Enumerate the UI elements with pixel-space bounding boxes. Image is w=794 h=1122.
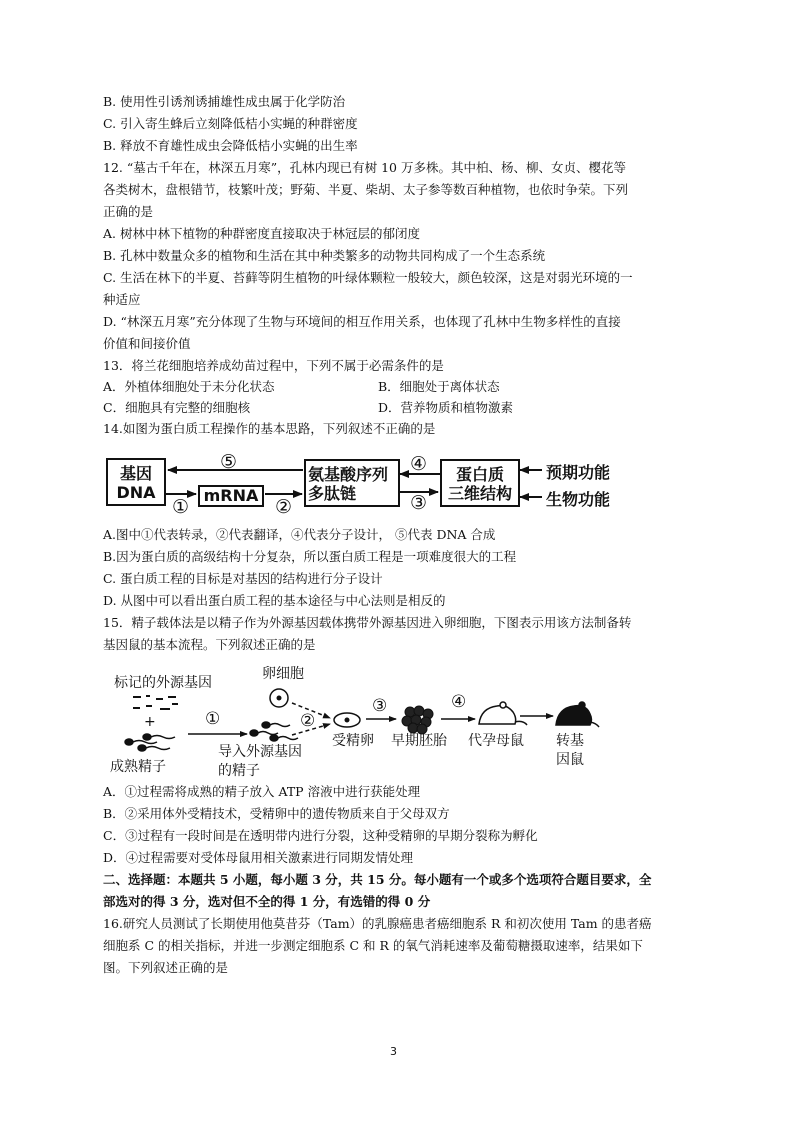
question-15-stem: 15．精子载体法是以精子作为外源基因载体携带外源基因进入卵细胞，下图表示用该方法制备转 xyxy=(103,615,632,630)
surrogate-mouse-icon xyxy=(479,702,527,725)
question-15-stem-2: 基因鼠的基本流程。下列叙述正确的是 xyxy=(103,637,316,652)
dna-label: DNA xyxy=(116,483,156,502)
3d-structure-label: 三维结构 xyxy=(447,484,512,503)
mature-sperm-icon xyxy=(125,734,175,751)
question-14-stem: 14.如图为蛋白质工程操作的基本思路，下列叙述不正确的是 xyxy=(103,421,436,436)
step-1-label: ① xyxy=(205,709,221,729)
option-b-q13: B．细胞处于离体状态 xyxy=(378,379,500,394)
polypeptide-label: 多肽链 xyxy=(308,484,357,503)
option-c-q12: C. 生活在林下的半夏、苔藓等阴生植物的叶绿体颗粒一般较大，颜色较深，这是对弱光环境的一 xyxy=(103,270,633,285)
step-1-marker: ① xyxy=(172,496,190,518)
step-3-label: ③ xyxy=(372,696,388,716)
sperm-with-gene-icon xyxy=(250,722,298,741)
option-b-q11: B. 使用性引诱剂诱捕雄性成虫属于化学防治 xyxy=(103,94,346,109)
option-b-q12: B. 孔林中数量众多的植物和生活在其中种类繁多的动物共同构成了一个生态系统 xyxy=(103,248,546,263)
surrogate-mouse-label: 代孕母鼠 xyxy=(468,733,524,749)
question-16-stem: 16.研究人员测试了长期使用他莫昔芬（Tam）的乳腺癌患者癌细胞系 R 和初次使用 Tam 的患者癌 xyxy=(103,916,652,931)
early-embryo-icon xyxy=(402,706,433,734)
option-a-q15: A．①过程需将成熟的精子放入 ATP 溶液中进行获能处理 xyxy=(103,784,421,799)
zygote-icon xyxy=(334,713,360,727)
transgenic-mouse-icon xyxy=(556,702,599,727)
question-13-stem: 13．将兰花细胞培养成幼苗过程中，下列不属于必需条件的是 xyxy=(103,358,444,373)
step-2-marker: ② xyxy=(275,496,293,518)
option-a-q12: A. 树林中林下植物的种群密度直接取决于林冠层的郁闭度 xyxy=(103,226,420,241)
sperm-with-gene-label-2: 的精子 xyxy=(218,763,260,779)
option-c-q14: C. 蛋白质工程的目标是对基因的结构进行分子设计 xyxy=(103,571,383,586)
plus-sign: + xyxy=(144,714,156,730)
option-a-q13: A．外植体细胞处于未分化状态 xyxy=(103,379,275,394)
question-16-stem-3: 图。下列叙述正确的是 xyxy=(103,960,229,975)
question-12-stem: 12. “墓古千年在，林深五月寒”，孔林内现已有树 10 万多株。其中柏、杨、柳、女贞、樱花等 xyxy=(103,160,626,175)
expected-function-label: 预期功能 xyxy=(546,463,611,482)
egg-cell-label: 卵细胞 xyxy=(262,666,304,682)
biological-function-label: 生物功能 xyxy=(546,490,611,509)
gene-fragments xyxy=(133,696,178,709)
step-5-marker: ⑤ xyxy=(220,451,238,473)
step-3-marker: ③ xyxy=(410,492,428,514)
option-d-q13: D．营养物质和植物激素 xyxy=(378,400,514,415)
mature-sperm-label: 成熟精子 xyxy=(110,759,166,775)
option-a-q14: A.图中①代表转录，②代表翻译，④代表分子设计， ⑤代表 DNA 合成 xyxy=(103,527,496,542)
marked-gene-label: 标记的外源基因 xyxy=(114,675,212,691)
protein-label: 蛋白质 xyxy=(455,465,504,484)
page-number: 3 xyxy=(390,1045,397,1058)
option-d-q12: D. “林深五月寒”充分体现了生物与环境间的相互作用关系，也体现了孔林中生物多样性的直接 xyxy=(103,314,621,329)
mrna-label: mRNA xyxy=(203,486,259,505)
section-2-heading-cont: 部选对的得 3 分，选对但不全的得 1 分，有选错的得 0 分 xyxy=(103,894,431,909)
option-c-q11: C. 引入寄生蜂后立刻降低桔小实蝇的种群密度 xyxy=(103,116,358,131)
egg-cell-icon xyxy=(270,689,288,707)
option-b-q15: B．②采用体外受精技术，受精卵中的遗传物质来自于父母双方 xyxy=(103,806,450,821)
option-d-q12-cont: 价值和间接价值 xyxy=(103,336,191,351)
question-12-stem-3: 正确的是 xyxy=(103,204,154,219)
transgenic-mouse-label-2: 因鼠 xyxy=(556,752,584,768)
question-16-stem-2: 细胞系 C 的相关指标，并进一步测定细胞系 C 和 R 的氧气消耗速率及葡萄糖摄取速率，结果如下 xyxy=(103,938,643,953)
step-4-label: ④ xyxy=(451,692,467,712)
option-c-q15: C．③过程有一段时间是在透明带内进行分裂，这种受精卵的早期分裂称为孵化 xyxy=(103,828,538,843)
option-c-q13: C．细胞具有完整的细胞核 xyxy=(103,400,251,415)
step-4-marker: ④ xyxy=(410,453,428,475)
zygote-label: 受精卵 xyxy=(332,733,374,749)
sperm-with-gene-label-1: 导入外源基因 xyxy=(218,744,302,760)
section-2-heading: 二、选择题：本题共 5 小题，每小题 3 分，共 15 分。每小题有一个或多个选项符合题目要求，全 xyxy=(103,872,652,887)
gene-label: 基因 xyxy=(119,464,152,483)
question-12-stem-2: 各类树木，盘根错节，枝繁叶茂；野菊、半夏、柴胡、太子参等数百种植物，也依时争荣。下列 xyxy=(103,182,629,197)
step-2-label: ② xyxy=(300,711,316,731)
option-b-q14: B.因为蛋白质的高级结构十分复杂，所以蛋白质工程是一项难度很大的工程 xyxy=(103,549,517,564)
early-embryo-label: 早期胚胎 xyxy=(391,733,447,749)
transgenic-mouse-label-1: 转基 xyxy=(556,733,584,749)
option-d-q14: D. 从图中可以看出蛋白质工程的基本途径与中心法则是相反的 xyxy=(103,593,446,608)
option-c-q12-cont: 种适应 xyxy=(103,292,141,307)
option-d-q11: B. 释放不育雄性成虫会降低桔小实蝇的出生率 xyxy=(103,138,358,153)
option-d-q15: D．④过程需要对受体母鼠用相关激素进行同期发情处理 xyxy=(103,850,414,865)
amino-acid-label: 氨基酸序列 xyxy=(308,465,389,484)
